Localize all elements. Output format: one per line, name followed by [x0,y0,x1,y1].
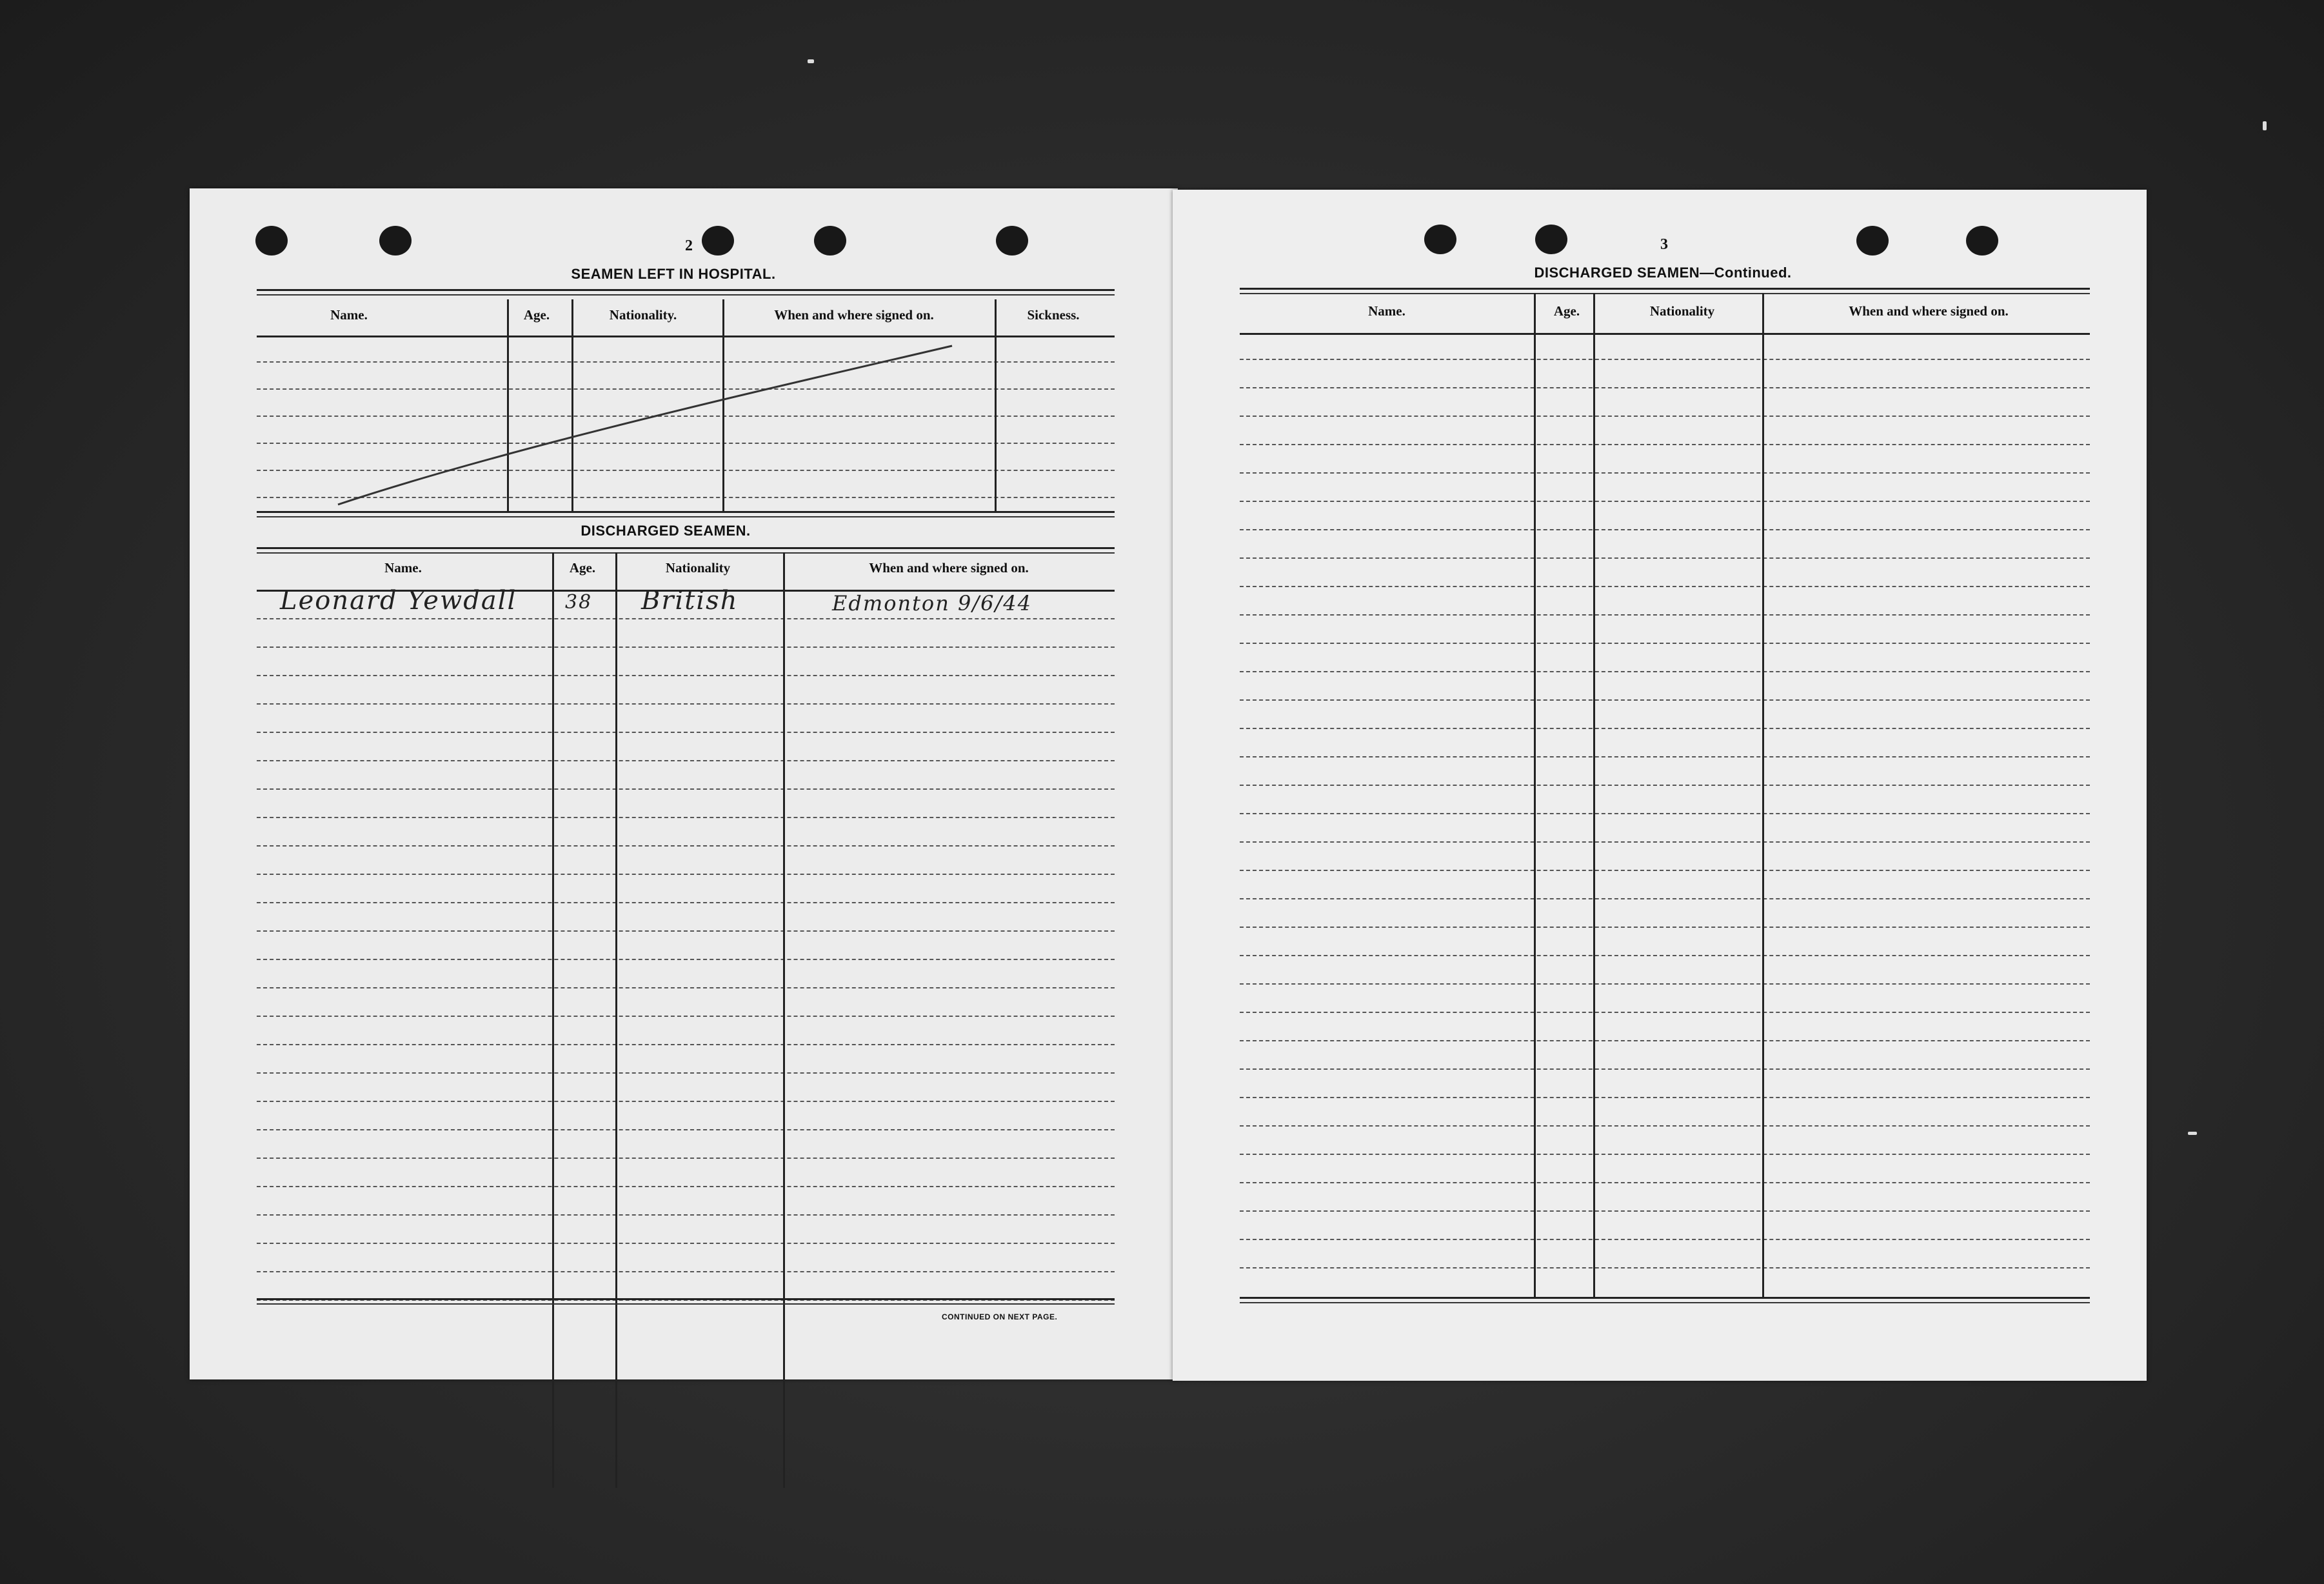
seaman-age: 38 [565,591,593,614]
hospital-section-title: SEAMEN LEFT IN HOSPITAL. [571,266,776,282]
punch-hole [1856,226,1889,256]
seaman-signed-on: Edmonton 9/6/44 [832,591,1032,616]
continued-footer: CONTINUED ON NEXT PAGE. [942,1312,1058,1321]
col-header-nationality: Nationality [665,560,731,576]
punch-hole [1535,225,1567,254]
col-header-name: Name. [1368,303,1405,319]
strike-through-line [190,188,1178,1379]
col-header-name: Name. [330,307,368,323]
punch-hole [1966,226,1998,256]
col-header-signed-on: When and where signed on. [869,560,1029,576]
col-header-signed-on: When and where signed on. [774,307,934,323]
section-title: DISCHARGED SEAMEN—Continued. [1534,265,1792,281]
col-header-name: Name. [384,560,422,576]
seaman-name: Leonard Yewdall [280,586,517,616]
right-page [1173,190,2147,1381]
seaman-nationality: British [641,586,739,616]
left-page [190,188,1178,1379]
punch-hole [1424,225,1456,254]
col-header-nationality: Nationality. [609,307,677,323]
col-header-signed-on: When and where signed on. [1849,303,2009,319]
page-number: 2 [685,237,693,254]
col-header-nationality: Nationality [1649,303,1715,319]
discharged-section-title: DISCHARGED SEAMEN. [581,523,751,539]
col-header-age: Age. [523,307,550,323]
col-header-age: Age. [1553,303,1580,319]
col-header-sickness: Sickness. [1027,307,1080,323]
page-number: 3 [1660,236,1668,253]
col-header-age: Age. [569,560,596,576]
